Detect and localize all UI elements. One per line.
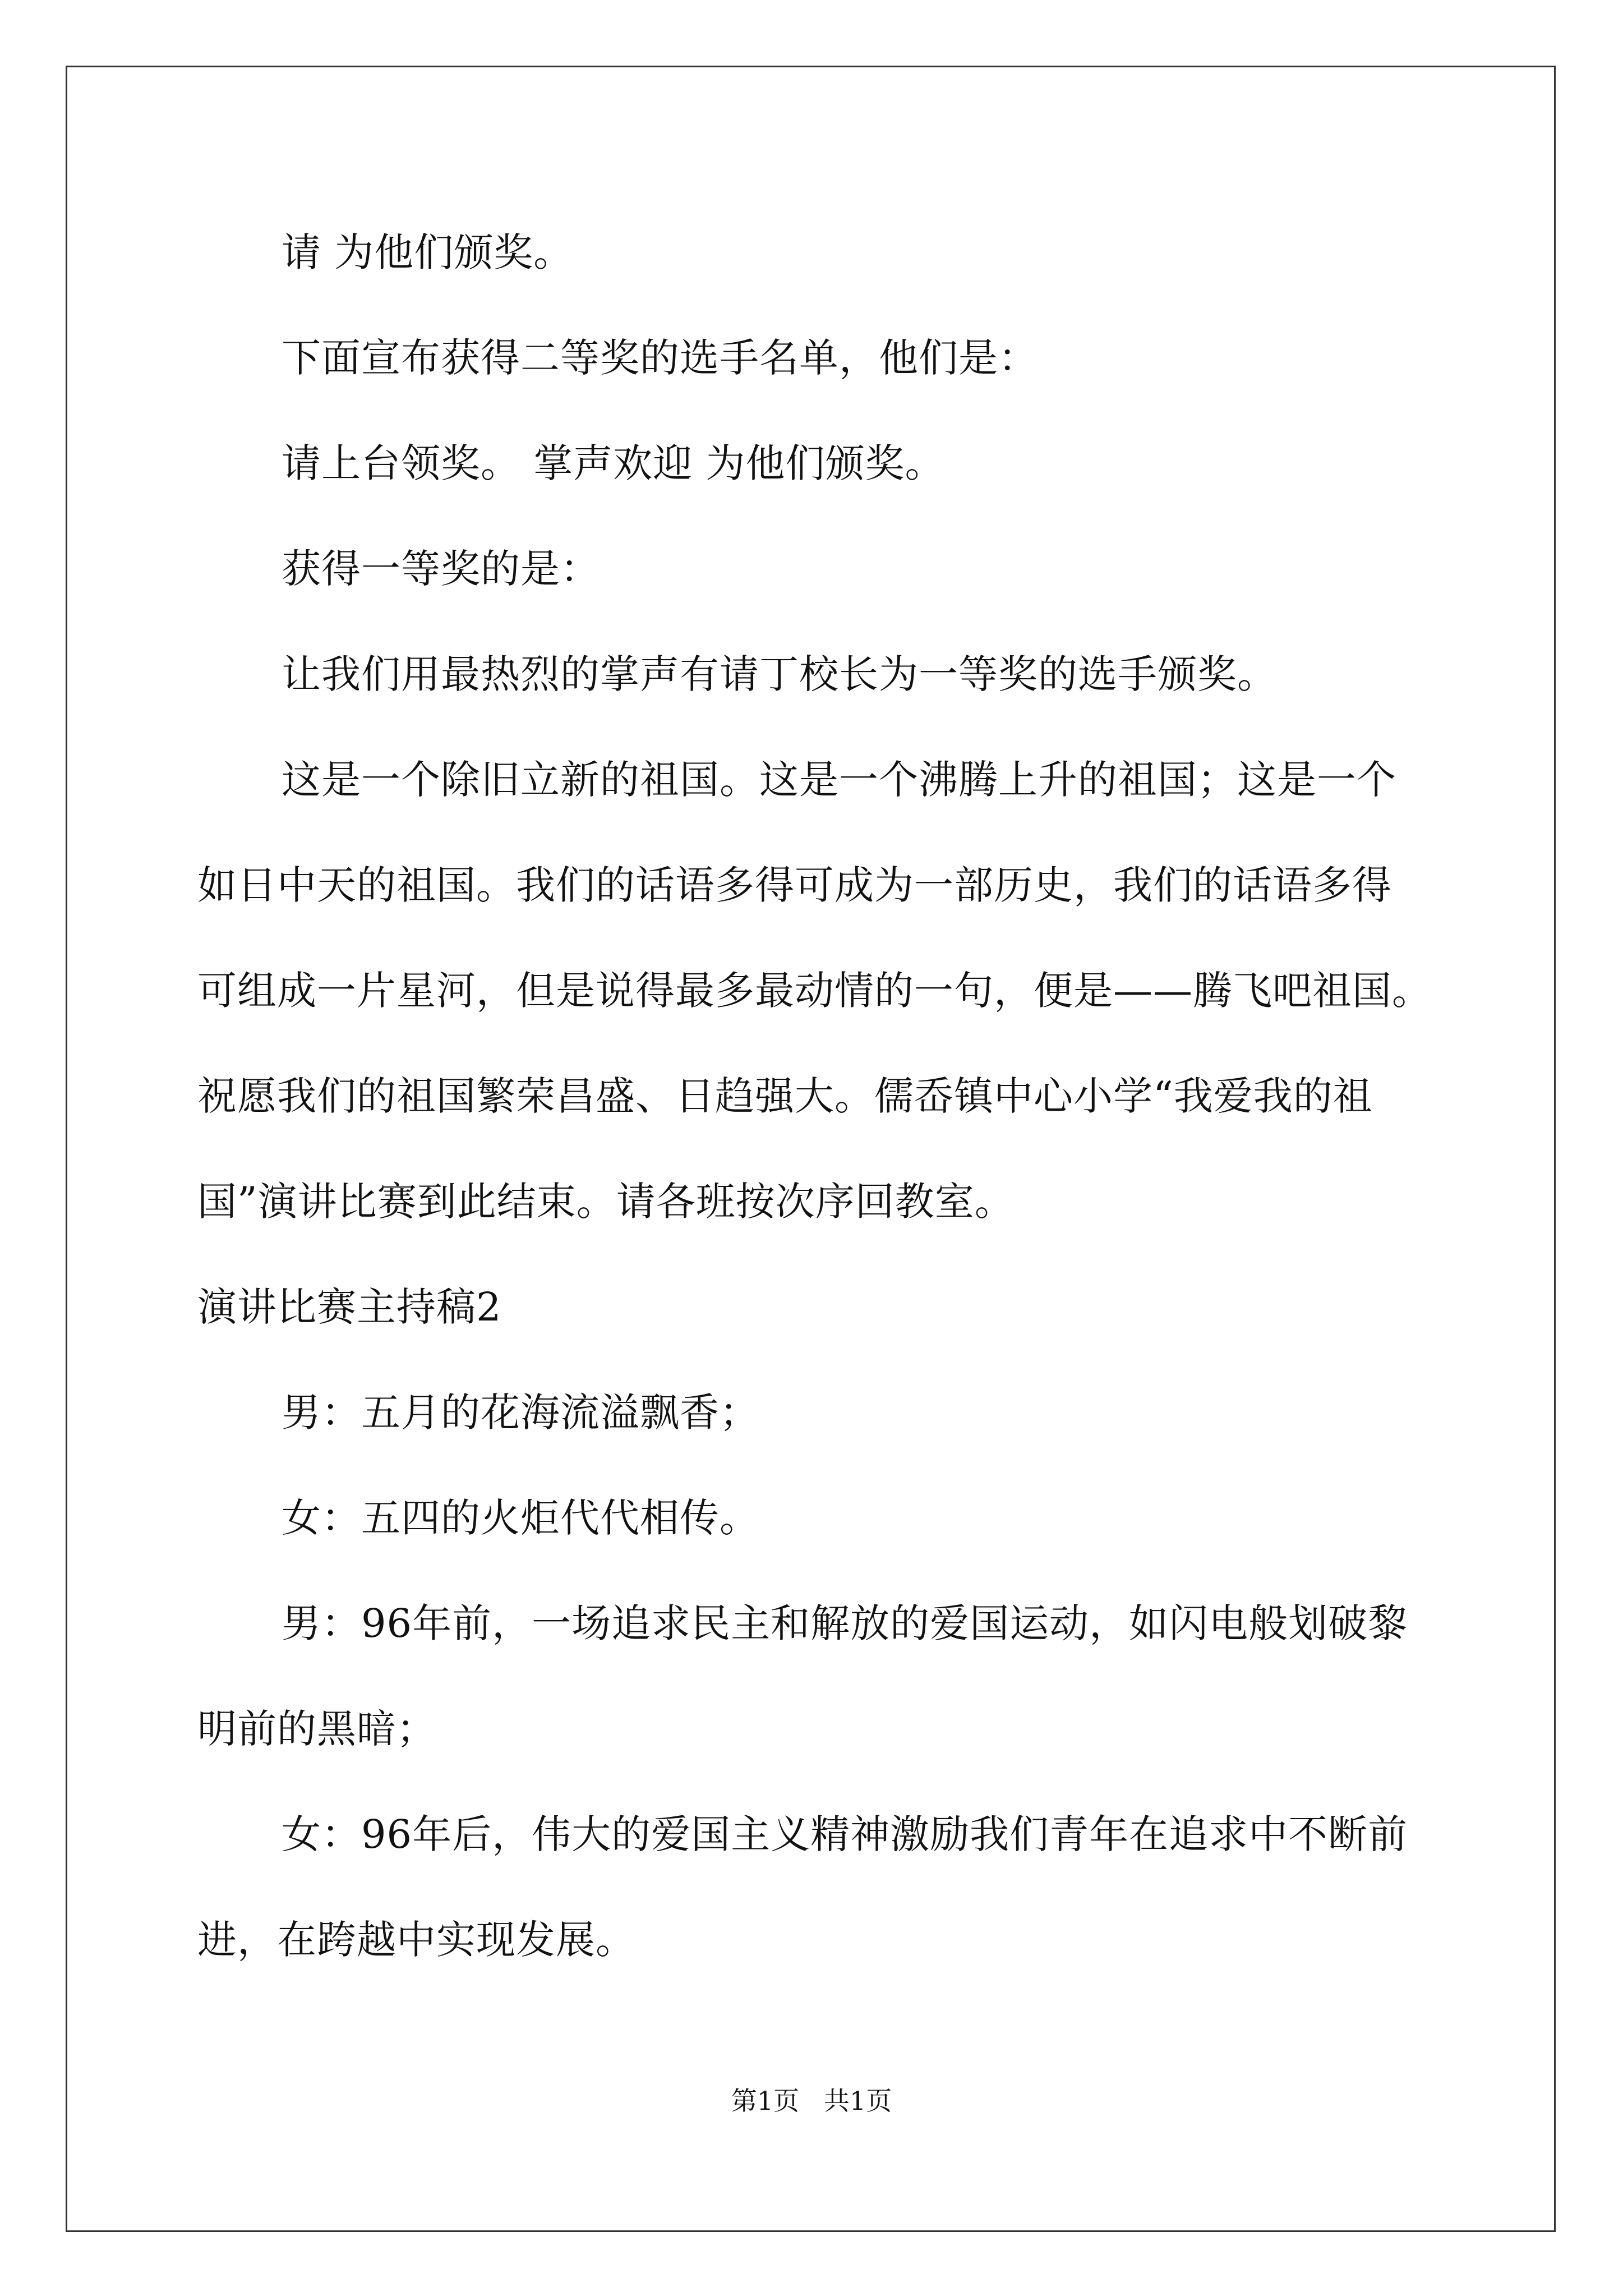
- paragraph-line: 下面宣布获得二等奖的选手名单，他们是：: [282, 335, 1038, 381]
- section-heading: 演讲比赛主持稿2: [197, 1284, 502, 1330]
- paragraph-line: 进，在跨越中实现发展。: [197, 1917, 635, 1963]
- paragraph-line: 男：96年前，一场追求民主和解放的爱国运动，如闪电般划破黎: [282, 1600, 1408, 1646]
- paragraph-line: 明前的黑暗；: [197, 1706, 436, 1752]
- paragraph-line: 这是一个除旧立新的祖国。这是一个沸腾上升的祖国；这是一个: [282, 757, 1396, 803]
- paragraph-line: 男：五月的花海流溢飘香；: [282, 1389, 759, 1435]
- paragraph-line: 女：96年后，伟大的爱国主义精神激励我们青年在追求中不断前: [282, 1811, 1408, 1857]
- paragraph-line: 请上台领奖。 掌声欢迎 为他们颁奖。: [282, 440, 945, 486]
- paragraph-line: 可组成一片星河，但是说得最多最动情的一句，便是——腾飞吧祖国。: [197, 968, 1432, 1014]
- page-footer: 第1页 共1页: [731, 2086, 892, 2116]
- paragraph-line: 国”演讲比赛到此结束。请各班按次序回教室。: [197, 1179, 1015, 1225]
- paragraph-line: 获得一等奖的是：: [282, 546, 600, 592]
- paragraph-line: 让我们用最热烈的掌声有请丁校长为一等奖的选手颁奖。: [282, 651, 1277, 697]
- paragraph-line: 如日中天的祖国。我们的话语多得可成为一部历史，我们的话语多得: [197, 862, 1392, 908]
- paragraph-line: 女：五四的火炬代代相传。: [282, 1495, 759, 1541]
- paragraph-line: 祝愿我们的祖国繁荣昌盛、日趋强大。儒岙镇中心小学“我爱我的祖: [197, 1073, 1373, 1119]
- page-border: [66, 66, 1556, 2232]
- paragraph-line: 请 为他们颁奖。: [282, 229, 574, 275]
